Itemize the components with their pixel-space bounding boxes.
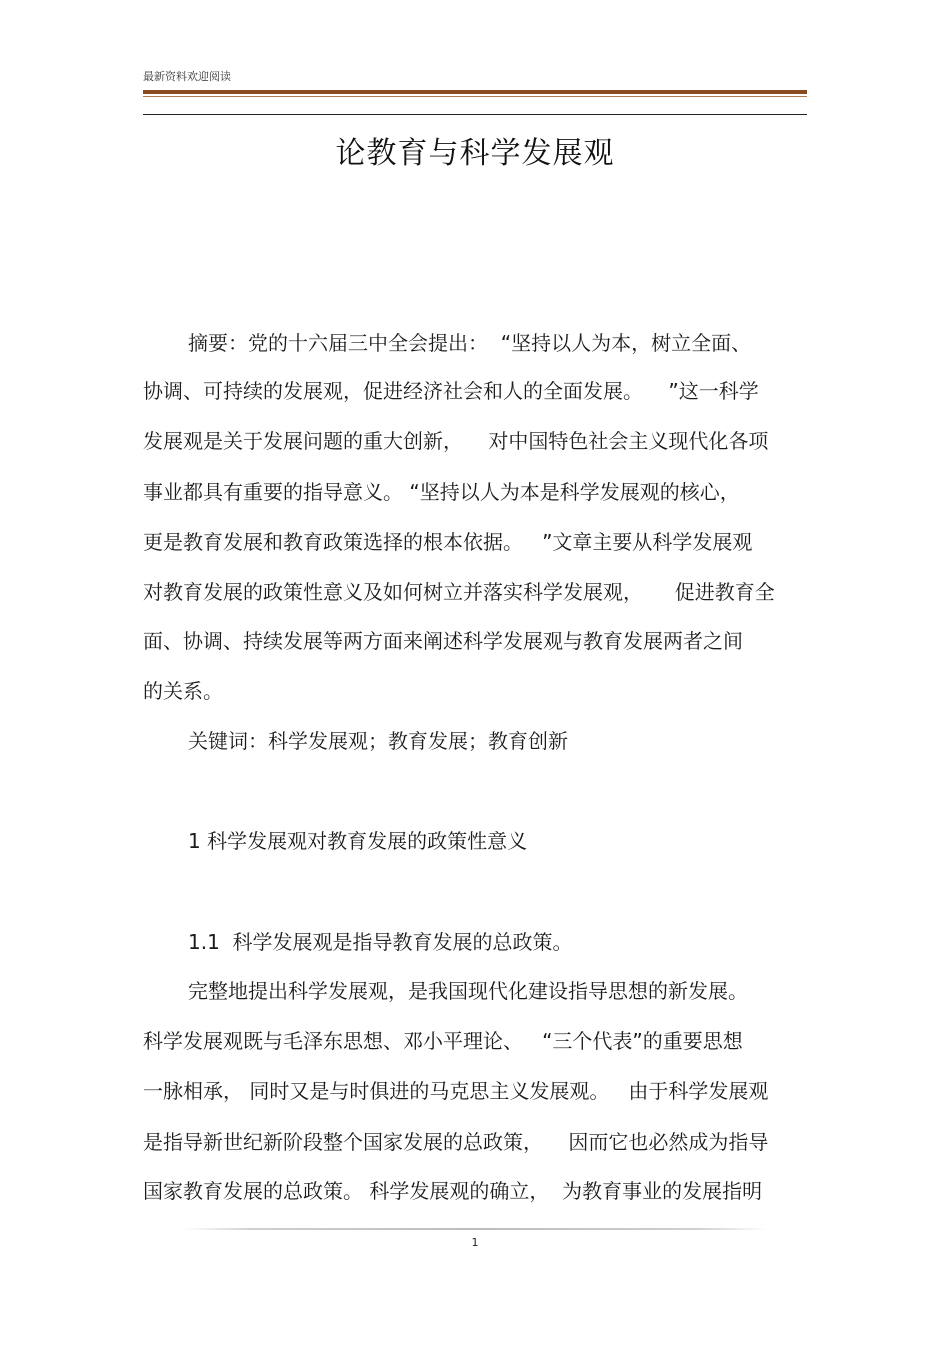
abstract-line: 发展观是关于发展问题的重大创新， 对中国特色社会主义现代化各项 — [143, 429, 769, 453]
abstract-line: 摘要：党的十六届三中全会提出： “坚持以人为本，树立全面、 — [188, 331, 752, 355]
body-line: 国家教育发展的总政策。 科学发展观的确立， 为教育事业的发展指明 — [143, 1179, 763, 1203]
abstract-line: 面、协调、持续发展等两方面来阐述科学发展观与教育发展两者之间 — [143, 629, 743, 653]
abstract-line: 对教育发展的政策性意义及如何树立并落实科学发展观， 促进教育全 — [143, 580, 775, 604]
page-number: 1 — [471, 1236, 479, 1249]
keywords: 关键词：科学发展观；教育发展；教育创新 — [188, 729, 568, 753]
abstract-line: 的关系。 — [143, 679, 223, 703]
abstract-line: 事业都具有重要的指导意义。 “坚持以人为本是科学发展观的核心， — [143, 480, 740, 504]
abstract-line: 协调、可持续的发展观，促进经济社会和人的全面发展。 ”这一科学 — [143, 379, 759, 403]
abstract-line: 更是教育发展和教育政策选择的根本依据。 ”文章主要从科学发展观 — [143, 530, 753, 554]
document-title: 论教育与科学发展观 — [335, 136, 615, 171]
body-line: 科学发展观既与毛泽东思想、邓小平理论、 “三个代表”的重要思想 — [143, 1029, 743, 1053]
body-line: 一脉相承， 同时又是与时俱进的马克思主义发展观。 由于科学发展观 — [143, 1079, 769, 1103]
header-rule-thick — [143, 90, 807, 94]
header-rule-thin — [143, 96, 807, 97]
header-note: 最新资料欢迎阅读 — [143, 70, 231, 83]
footer-rule — [183, 1228, 767, 1230]
body-line: 是指导新世纪新阶段整个国家发展的总政策， 因而它也必然成为指导 — [143, 1130, 769, 1154]
section-heading: 1 科学发展观对教育发展的政策性意义 — [188, 829, 528, 853]
header-rule-plain — [143, 114, 807, 115]
body-line: 完整地提出科学发展观，是我国现代化建设指导思想的新发展。 — [188, 979, 748, 1003]
subsection-heading: 1.1 科学发展观是指导教育发展的总政策。 — [188, 930, 573, 954]
